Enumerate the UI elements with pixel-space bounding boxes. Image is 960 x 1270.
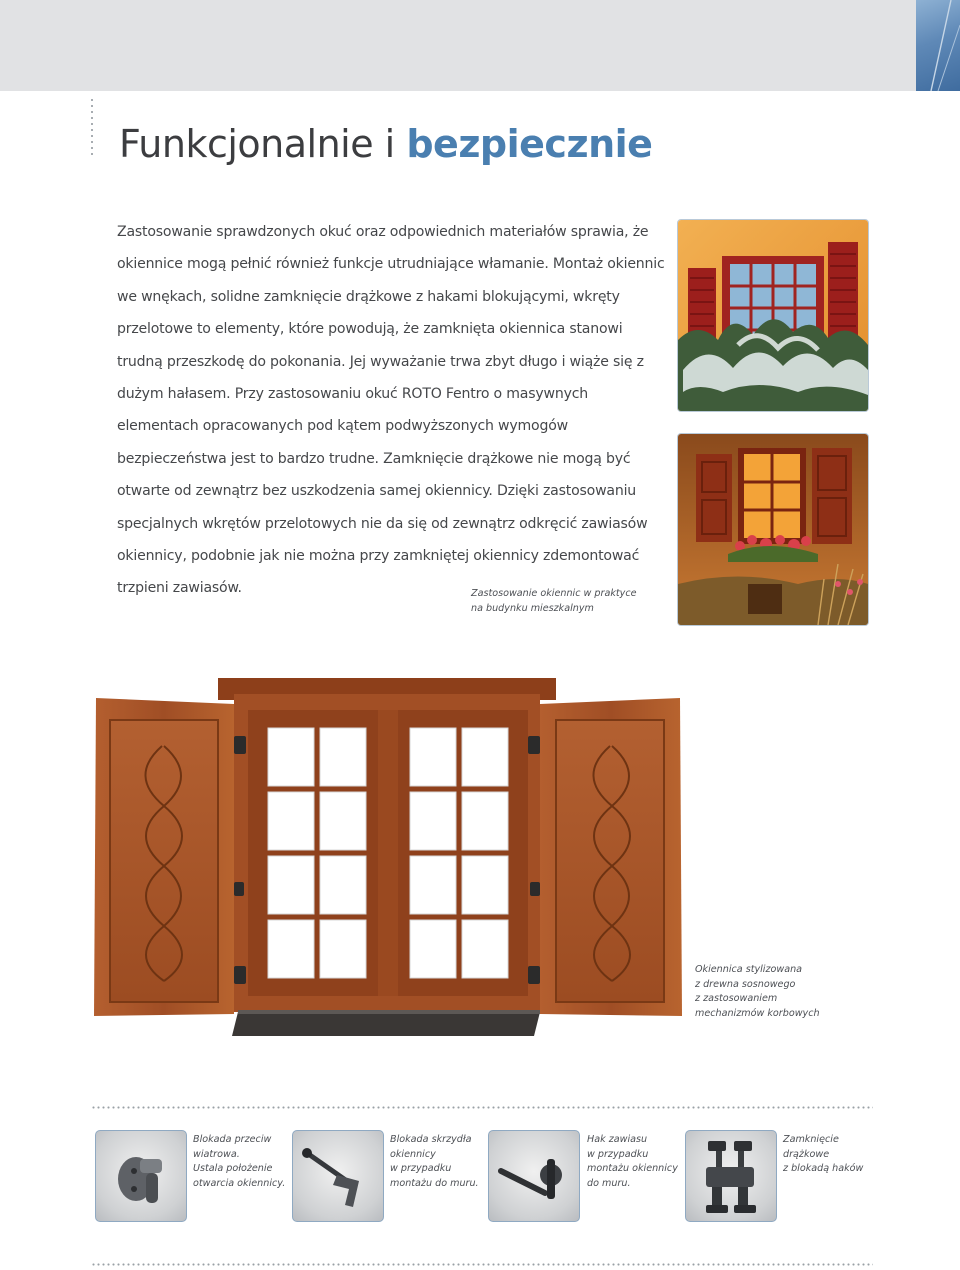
bar-lock-icon [685,1130,777,1222]
photo-evening-window-flowers [677,433,869,626]
header-band [0,0,960,91]
sash-lock-icon [292,1130,384,1222]
body-paragraph: Zastosowanie sprawdzonych okuć oraz odpowiednich materiałów sprawia, że okiennice mogą pełnić również funkcje utrudniające włamanie. Montaż okiennic we wnękach, solidne zamknięcie drążkowe z hakami blokującymi, wkręty przelotowe to elementy, które powodują, że zamknięta okiennica stanowi trudną przeszkodę do pokonania. Jej wyważanie trwa zbyt długo i wiąże się z dużym hałasem. Przy zastosowaniu okuć ROTO Fentro o masywnych elementach opracowanych pod kątem podwyższonych wymogów bezpieczeństwa jest to bardzo trudne. Zamknięcie drążkowe nie mogą być otwarte od zewnątrz bez uszkodzenia samej okiennicy. Dzięki zastosowaniu specjalnych wkrętów przelotowych nie da się od zewnątrz odkręcić zawiasów okiennicy, podobnie jak nie można przy zamkniętej okiennicy zdemontować trzpieni zawiasów. [117,224,665,597]
page-title [119,122,652,166]
part-caption-wind-lock: Blokada przeciw wiatrowa. Ustala położenie otwarcia okiennicy. [193,1134,286,1189]
sky-photo-corner [913,0,960,91]
dotted-divider-bottom [91,1263,873,1266]
part-caption-sash-lock: Blokada skrzydła okiennicy w przypadku montażu do muru. [390,1134,479,1189]
main-shutter-window-illustration [88,676,692,1042]
main-window-caption: Okiennica stylizowana z drewna sosnowego z zastosowaniem mechanizmów korbowych [695,964,820,1019]
part-caption-bar-lock: Zamknięcie drążkowe z blokadą haków [783,1134,864,1174]
wind-lock-icon [95,1130,187,1222]
part-caption-hinge-hook: Hak zawiasu w przypadku montażu okiennicy do muru. [587,1134,678,1189]
hinge-hook-icon [488,1130,580,1222]
title-plain: Funkcjonalnie i [119,122,395,166]
dotted-divider-top [91,1106,873,1109]
vertical-dot-rule [90,97,94,159]
title-accent: bezpiecznie [406,122,653,166]
photo-red-window-winter [677,219,869,412]
photos-caption: Zastosowanie okiennic w praktyce na budynku mieszkalnym [471,588,637,614]
